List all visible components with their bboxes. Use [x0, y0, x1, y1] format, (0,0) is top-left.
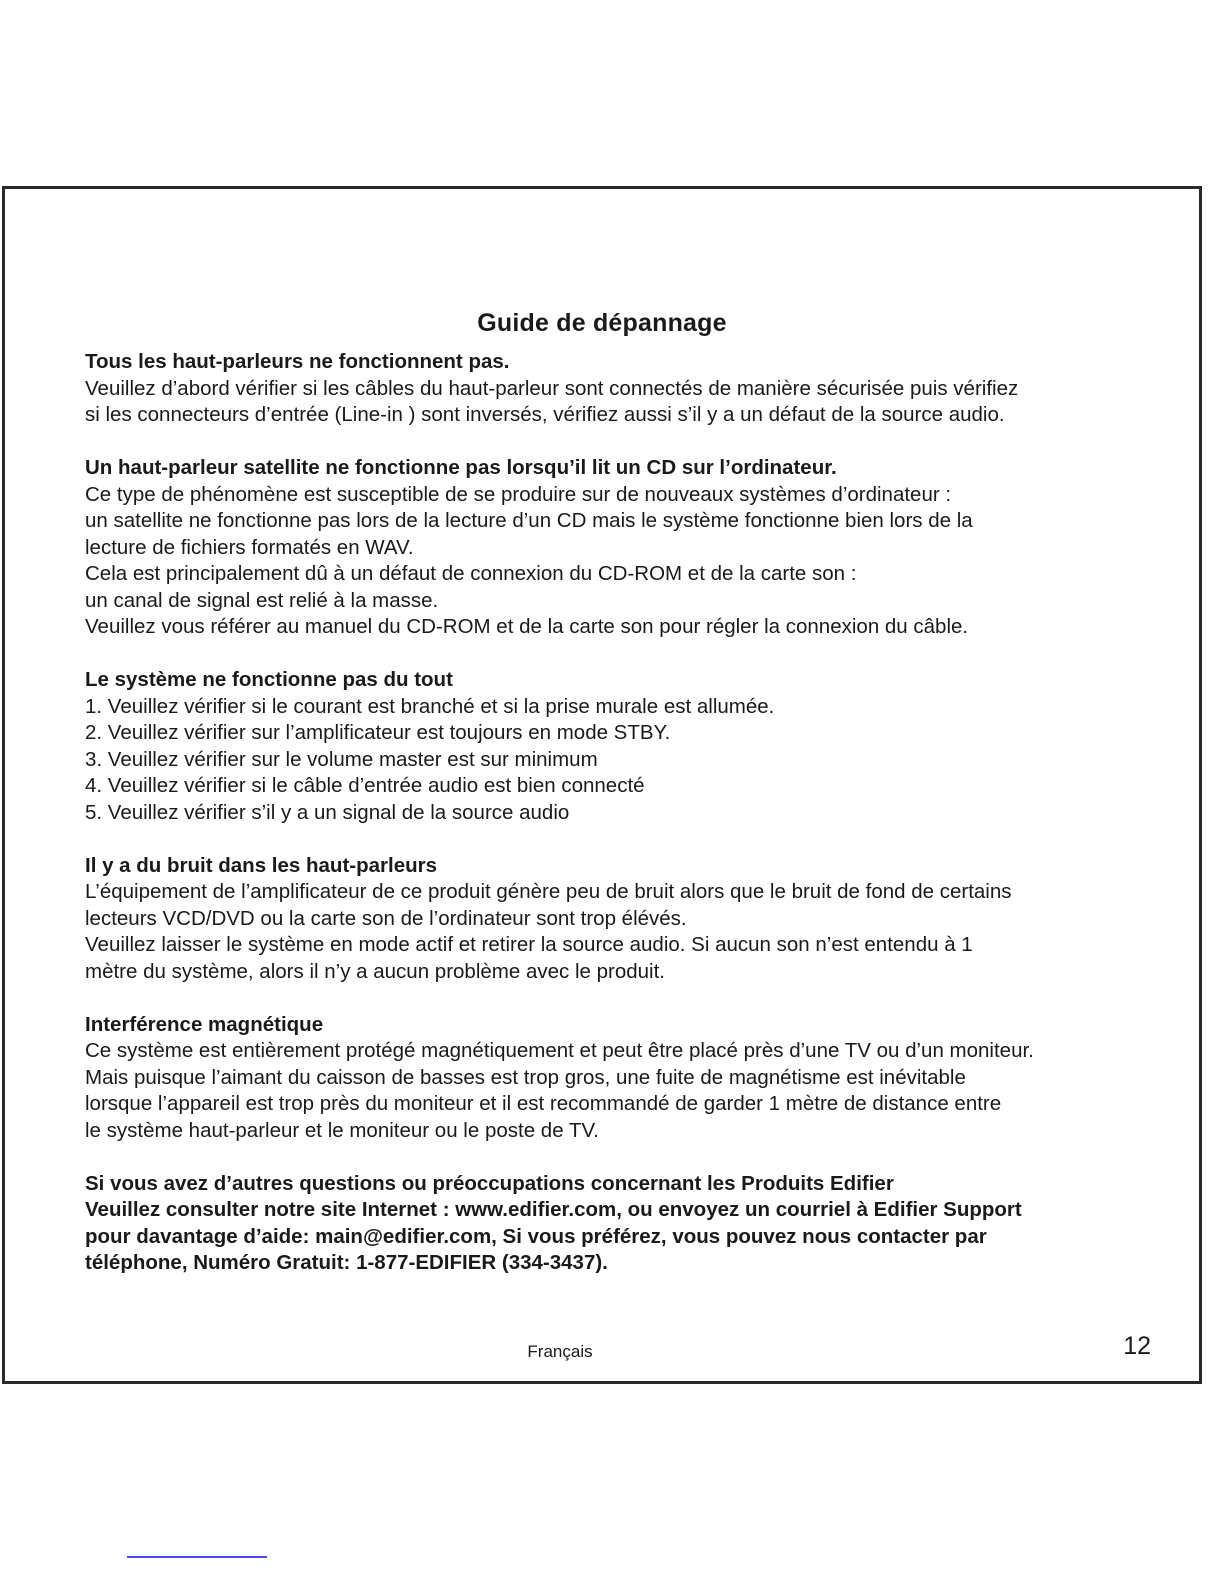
- section-heading: Il y a du bruit dans les haut-parleurs: [85, 853, 437, 877]
- section-line: Ce type de phénomène est susceptible de se produire sur de nouveaux systèmes d’ordinateur :: [85, 482, 952, 506]
- section-line: Mais puisque l’aimant du caisson de basses est trop gros, une fuite de magnétisme est inévitable: [85, 1065, 966, 1089]
- list-item: 4. Veuillez vérifier si le câble d’entrée audio est bien connecté: [85, 774, 645, 797]
- content-body: [85, 349, 1195, 1303]
- page-frame: [2, 186, 1202, 1384]
- section-line: Ce système est entièrement protégé magnétiquement et peut être placé près d’une TV ou d’un moniteur.: [85, 1039, 1034, 1062]
- section-magnetic-interference: [85, 1012, 1195, 1145]
- contact-line: pour davantage d’aide: main@edifier.com, Si vous préférez, vous pouvez nous contacter par: [85, 1224, 987, 1248]
- section-heading: Tous les haut-parleurs ne fonctionnent pas.: [85, 350, 510, 373]
- section-line: lecteurs VCD/DVD ou la carte son de l’ordinateur sont trop élévés.: [85, 906, 687, 930]
- section-line: le système haut-parleur et le moniteur ou le poste de TV.: [85, 1118, 599, 1142]
- section-line: Veuillez vous référer au manuel du CD-ROM et de la carte son pour régler la connexion du câble.: [85, 615, 969, 638]
- section-heading: Un haut-parleur satellite ne fonctionne pas lorsqu’il lit un CD sur l’ordinateur.: [85, 456, 837, 479]
- section-line: un canal de signal est relié à la masse.: [85, 588, 439, 612]
- list-item: 3. Veuillez vérifier sur le volume master est sur minimum: [85, 747, 598, 771]
- list-item: 2. Veuillez vérifier sur l’amplificateur est toujours en mode STBY.: [85, 721, 671, 744]
- contact-line: Veuillez consulter notre site Internet : www.edifier.com, ou envoyez un courriel à Edifier Support: [85, 1198, 1022, 1221]
- section-line: lorsque l’appareil est trop près du moniteur et il est recommandé de garder 1 mètre de distance entre: [85, 1092, 1002, 1115]
- section-line: lecture de fichiers formatés en WAV.: [85, 535, 414, 559]
- section-system-not-working: [85, 667, 1195, 826]
- section-line: Veuillez laisser le système en mode actif et retirer la source audio. Si aucun son n’est entendu à 1: [85, 933, 973, 956]
- contact-line: Si vous avez d’autres questions ou préoccupations concernant les Produits Edifier: [85, 1171, 894, 1195]
- list-item: 1. Veuillez vérifier si le courant est branché et si la prise murale est allumée.: [85, 694, 775, 718]
- section-line: Cela est principalement dû à un défaut de connexion du CD-ROM et de la carte son :: [85, 562, 857, 585]
- section-line: un satellite ne fonctionne pas lors de la lecture d’un CD mais le système fonctionne bien lors de la: [85, 509, 973, 532]
- footer-language: Français: [527, 1342, 593, 1361]
- section-line: mètre du système, alors il n’y a aucun problème avec le produit.: [85, 959, 665, 983]
- page-title: Guide de dépannage: [477, 309, 727, 337]
- list-item: 5. Veuillez vérifier s’il y a un signal de la source audio: [85, 800, 570, 824]
- bottom-rule: [127, 1556, 267, 1558]
- section-heading: Le système ne fonctionne pas du tout: [85, 668, 453, 691]
- section-contact: [85, 1171, 1195, 1277]
- section-line: Veuillez d’abord vérifier si les câbles du haut-parleur sont connectés de manière sécurisée puis vérifiez: [85, 376, 1019, 400]
- contact-line: téléphone, Numéro Gratuit: 1-877-EDIFIER (334-3437).: [85, 1251, 608, 1274]
- section-heading: Interférence magnétique: [85, 1012, 324, 1036]
- section-noise: [85, 853, 1195, 986]
- section-speakers-not-working: [85, 349, 1195, 429]
- section-line: si les connecteurs d’entrée (Line-in ) sont inversés, vérifiez aussi s’il y a un défaut de la source audio.: [85, 403, 1005, 426]
- section-satellite-cd: [85, 455, 1195, 641]
- page-number: 12: [1123, 1332, 1151, 1360]
- section-line: L’équipement de l’amplificateur de ce produit génère peu de bruit alors que le bruit de fond de certains: [85, 880, 1012, 903]
